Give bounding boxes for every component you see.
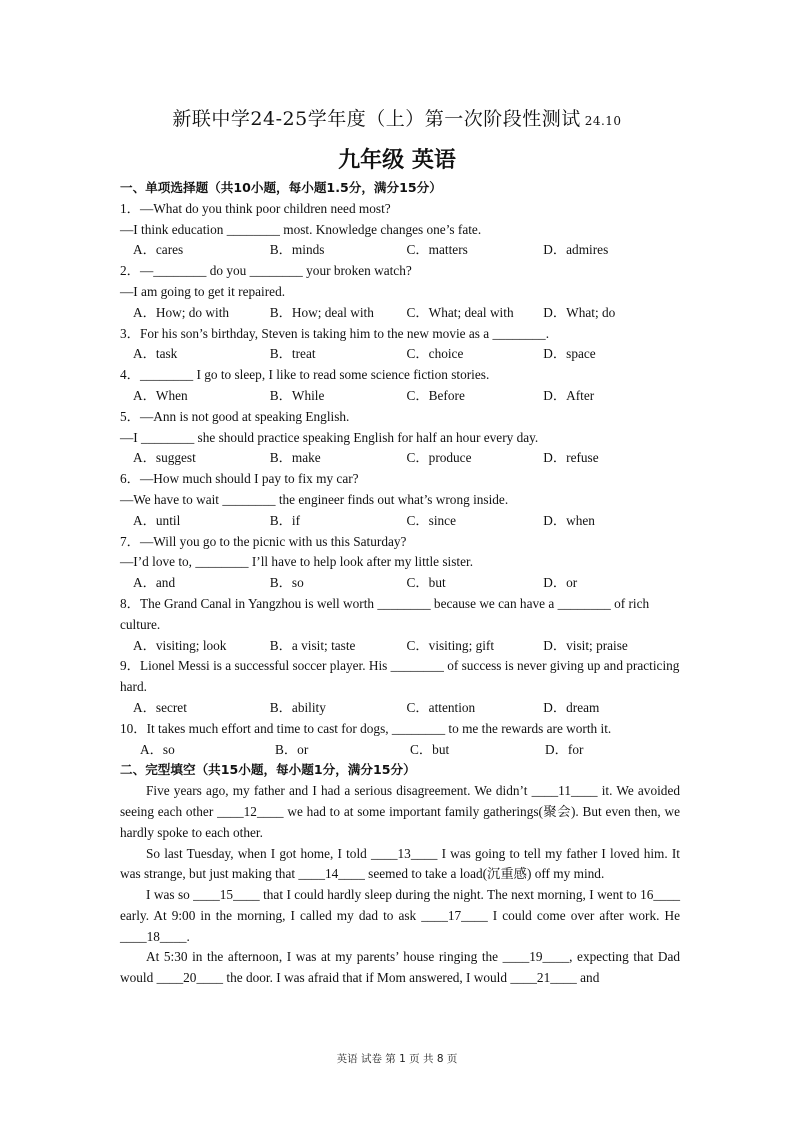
- question-2: [120, 261, 680, 323]
- answer-options: [120, 740, 680, 761]
- answer-option: A．until: [133, 512, 181, 528]
- answer-option: C．matters: [406, 242, 468, 258]
- question-text: 8．The Grand Canal in Yangzhou is well worth ________ because we can have a ________ of rich culture.: [120, 595, 650, 632]
- exam-subject: 九年级 英语: [338, 148, 456, 173]
- answer-option: A．task: [133, 346, 178, 362]
- answer-option: D．dream: [543, 699, 600, 715]
- answer-options: [120, 240, 680, 261]
- answer-option: A．secret: [133, 699, 187, 715]
- answer-option: C．produce: [406, 450, 472, 466]
- question-text: —I am going to get it repaired.: [120, 283, 286, 299]
- answer-options: [120, 511, 680, 532]
- answer-option: A．cares: [133, 242, 184, 258]
- passage-paragraph: I was so ____15____ that I could hardly sleep during the night. The next morning, I went to 16____ early. At 9:00 in the morning, I called my dad to ask ____17____ I could come over after work. He ____18____.: [120, 887, 680, 944]
- answer-option: B．or: [275, 741, 309, 757]
- question-text: 6．—How much should I pay to fix my car?: [120, 471, 359, 487]
- answer-option: C．choice: [406, 346, 464, 362]
- answer-options: [120, 698, 680, 719]
- answer-option: D．After: [543, 387, 595, 403]
- answer-options: [120, 573, 680, 594]
- answer-option: A．so: [140, 741, 175, 757]
- answer-options: [120, 386, 680, 407]
- answer-option: C．What; deal with: [406, 304, 514, 320]
- question-list: [120, 199, 680, 761]
- answer-options: [120, 448, 680, 469]
- answer-option: C．visiting; gift: [406, 637, 495, 653]
- answer-option: A．How; do with: [133, 304, 230, 320]
- answer-option: D．What; do: [543, 304, 616, 320]
- question-text: 7．—Will you go to the picnic with us this Saturday?: [120, 533, 407, 549]
- exam-date: 24.10: [584, 114, 622, 128]
- question-text: 3．For his son’s birthday, Steven is taking him to the new movie as a ________.: [120, 325, 550, 341]
- answer-options: [120, 636, 680, 657]
- answer-option: A．When: [133, 387, 188, 403]
- passage-paragraph: So last Tuesday, when I got home, I told ____13____ I was going to tell my father I loved him. It was strange, but just making that ____14____ seemed to take a load(沉重感) off my mind.: [120, 845, 680, 882]
- exam-content: [120, 178, 680, 989]
- question-text: —I’d love to, ________ I’ll have to help look after my little sister.: [120, 554, 474, 570]
- question-text: —We have to wait ________ the engineer finds out what’s wrong inside.: [120, 491, 509, 507]
- answer-option: D．for: [545, 741, 584, 757]
- answer-option: B．if: [269, 512, 301, 528]
- answer-option: D．admires: [543, 242, 609, 258]
- answer-option: D．refuse: [543, 450, 599, 466]
- answer-option: D．space: [543, 346, 596, 362]
- answer-option: B．make: [269, 450, 321, 466]
- question-text: —I think education ________ most. Knowledge changes one’s fate.: [120, 221, 482, 237]
- answer-option: B．treat: [269, 346, 316, 362]
- answer-option: B．so: [269, 575, 304, 591]
- question-8: [120, 594, 680, 656]
- answer-option: B．a visit; taste: [269, 637, 356, 653]
- page-footer: 英语 试卷 第 1 页 共 8 页: [336, 1053, 458, 1065]
- answer-option: D．visit; praise: [543, 637, 628, 653]
- passage-paragraph: At 5:30 in the afternoon, I was at my parents’ house ringing the ____19____, expecting that Dad would ____20____ the door. I was afraid that if Mom answered, I would ____21____ and: [120, 949, 680, 986]
- question-5: [120, 407, 680, 469]
- answer-option: B．While: [269, 387, 325, 403]
- question-text: 9．Lionel Messi is a successful soccer player. His ________ of success is never giving up and practicing hard.: [120, 658, 680, 695]
- answer-option: C．attention: [406, 699, 476, 715]
- section-2-heading: 二、完型填空（共15小题，每小题1分，满分15分）: [120, 762, 416, 778]
- answer-option: B．ability: [269, 699, 326, 715]
- question-text: 4．________ I go to sleep, I like to read some science fiction stories.: [120, 367, 490, 383]
- question-text: 1．—What do you think poor children need most?: [120, 200, 391, 216]
- question-text: —I ________ she should practice speaking English for half an hour every day.: [120, 429, 539, 445]
- answer-option: B．How; deal with: [269, 304, 374, 320]
- answer-options: [120, 303, 680, 324]
- answer-option: C．but: [406, 575, 446, 591]
- answer-option: A．visiting; look: [133, 637, 227, 653]
- passage-paragraph: Five years ago, my father and I had a serious disagreement. We didn’t ____11____ it. We avoided seeing each other ____12____ we had to at some important family gatherings(聚会). But even then, we hardly spoke to each other.: [120, 783, 680, 840]
- question-1: [120, 199, 680, 261]
- answer-option: A．and: [133, 575, 176, 591]
- answer-options: [120, 344, 680, 365]
- question-3: [120, 324, 680, 366]
- exam-title: [0, 104, 794, 131]
- question-6: [120, 469, 680, 531]
- question-9: [120, 656, 680, 718]
- section-1-heading: 一、单项选择题（共10小题，每小题1.5分，满分15分）: [120, 180, 442, 195]
- answer-option: C．but: [410, 741, 450, 757]
- answer-option: D．or: [543, 575, 578, 591]
- question-text: 5．—Ann is not good at speaking English.: [120, 408, 350, 424]
- answer-option: A．suggest: [133, 450, 196, 466]
- question-10: [120, 719, 680, 761]
- question-4: [120, 365, 680, 407]
- exam-title-text: 新联中学24-25学年度（上）第一次阶段性测试: [172, 108, 581, 130]
- answer-option: C．since: [406, 512, 456, 528]
- question-7: [120, 532, 680, 594]
- answer-option: D．when: [543, 512, 595, 528]
- question-text: 10．It takes much effort and time to cast for dogs, ________ to me the rewards are worth it.: [120, 720, 612, 736]
- answer-option: B．minds: [269, 242, 325, 258]
- passage: [120, 781, 680, 989]
- answer-option: C．Before: [406, 387, 465, 403]
- question-text: 2．—________ do you ________ your broken watch?: [120, 263, 412, 279]
